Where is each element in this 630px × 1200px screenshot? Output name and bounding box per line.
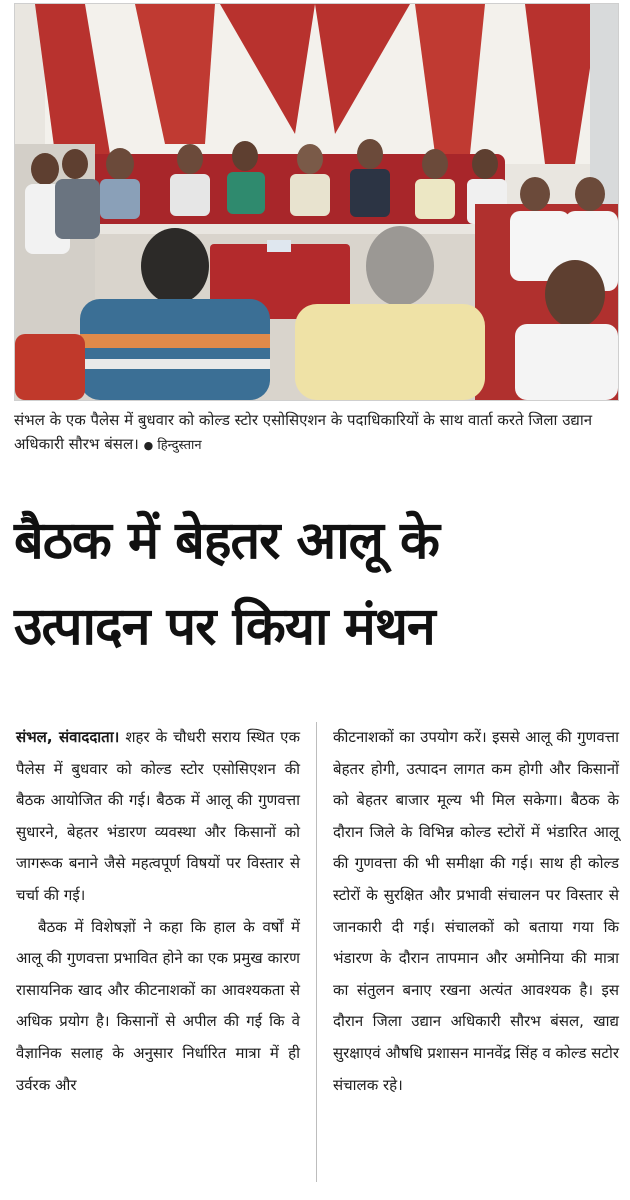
photo-of-meeting-icon [15, 4, 618, 400]
article-paragraph-2: बैठक में विशेषज्ञों ने कहा कि हाल के वर्षों में आलू की गुणवत्ता प्रभावित होने का एक प्रमुख कारण रासायनिक खाद और कीटनाशकों का आवश्यकता से अधिक प्रयोग है। किसानों से अपील की गई कि वे वैज्ञानिक सलाह के अनुसार निर्धारित मात्रा में ही उर्वरक और [16, 917, 300, 1094]
credit-bullet-icon: ● [143, 439, 154, 452]
headline [14, 498, 618, 670]
article-paragraph-3: कीटनाशकों का उपयोग करें। इससे आलू की गुणवत्ता बेहतर होगी, उत्पादन लागत कम होगी और किसानों को बेहतर बाजार मूल्य भी मिल सकेगा। बैठक के दौरान जिले के विभिन्न कोल्ड स्टोरों में भंडारित आलू की गुणवत्ता की भी समीक्षा की गई। साथ ही कोल्ड स्टोरों के सुरक्षित और प्रभावी संचालन पर विस्तार से जानकारी दी गई। संचालकों को बताया गया कि भंडारण के दौरान तापमान और अमोनिया की मात्रा का संतुलन बनाए रखना अत्यंत आवश्यक है। इस दौरान जिला उद्यान अधिकारी सौरभ बंसल, खाद्य सुरक्षाएवं औषधि प्रशासन मानवेंद्र सिंह व कोल्ड सटोर संचालक रहे। [333, 728, 619, 1094]
article-column-right [333, 722, 619, 1101]
photo-caption [14, 408, 618, 458]
headline-line-2: उत्पादन पर किया मंथन [14, 597, 435, 657]
column-divider [316, 722, 317, 1182]
news-photo [14, 3, 619, 401]
caption-text: संभल के एक पैलेस में बुधवार को कोल्ड स्टोर एसोसिएशन के पदाधिकारियों के साथ वार्ता करते जिला उद्यान अधिकारी सौरभ बंसल। [14, 411, 593, 453]
dateline: संभल, संवाददाता। [16, 728, 120, 746]
article-paragraph-1 [16, 722, 300, 912]
photo-credit [144, 438, 202, 453]
credit-text: हिन्दुस्तान [157, 438, 202, 453]
article-column-left [16, 722, 300, 1101]
paragraph-1-text: शहर के चौधरी सराय स्थित एक पैलेस में बुधवार को कोल्ड स्टोर एसोसिएशन की बैठक आयोजित की गई। बैठक में आलू की गुणवत्ता सुधारने, बेहतर भंडारण व्यवस्था और किसानों को जागरूक बनाने जैसे महत्वपूर्ण विषयों पर विस्तार से चर्चा की गई। [16, 728, 300, 904]
headline-line-1: बैठक में बेहतर आलू के [14, 511, 439, 571]
